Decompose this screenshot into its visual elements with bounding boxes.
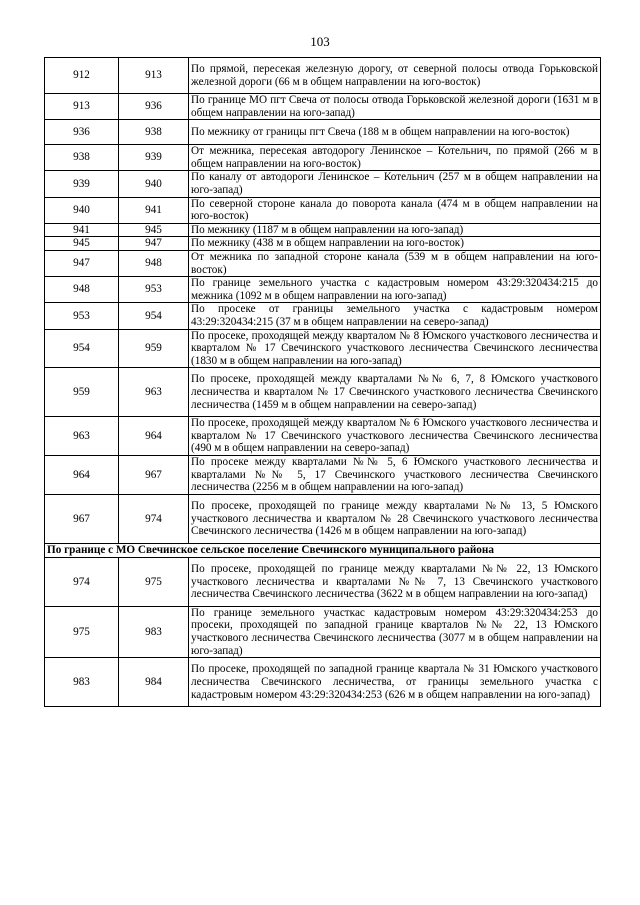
point-to-cell: 941	[119, 197, 189, 223]
description-cell: По просеке, проходящей по западной границе квартала № 31 Юмского участкового лесничества Свечинского лесничества, от границы земельного участка с кадастровым номером 43:29:320434:253 (626 м в общем направлении на юго-запад)	[189, 658, 601, 707]
description-cell: По межнику от границы пгт Свеча (188 м в общем направлении на юго-восток)	[189, 120, 601, 145]
point-to-cell: 984	[119, 658, 189, 707]
point-to-cell: 964	[119, 417, 189, 456]
description-cell: По просеке между кварталами №№ 5, 6 Юмского участкового лесничества и кварталами №№ 5, 17 Свечинского участкового лесничества Свечинского лесничества (2256 м в общем направлении на юго-запад)	[189, 456, 601, 495]
table-row	[45, 606, 601, 657]
point-from-cell: 913	[45, 94, 119, 120]
point-from-cell: 954	[45, 329, 119, 368]
description-cell: От межника, пересекая автодорогу Ленинское – Котельнич, по прямой (266 м в общем направлении на юго-восток)	[189, 145, 601, 171]
boundary-table	[44, 57, 601, 707]
point-from-cell: 963	[45, 417, 119, 456]
table-row	[45, 658, 601, 707]
point-to-cell: 974	[119, 494, 189, 543]
page-number: 103	[310, 34, 330, 49]
description-cell: По просеке, проходящей по границе между кварталами №№ 22, 13 Юмского участкового лесничества и кварталами №№ 7, 13 Свечинского участкового лесничества Свечинского лесничества (3622 м в общем направлении на юго-запад)	[189, 557, 601, 606]
point-to-cell: 940	[119, 171, 189, 197]
point-from-cell: 945	[45, 237, 119, 251]
table-row	[45, 120, 601, 145]
point-from-cell: 940	[45, 197, 119, 223]
description-cell: По просеке, проходящей между кварталами №№ 6, 7, 8 Юмского участкового лесничества и кварталом № 17 Свечинского участкового лесничества Свечинского лесничества (1459 м в общем направлении на северо-запад)	[189, 368, 601, 417]
table-row	[45, 456, 601, 495]
point-to-cell: 953	[119, 277, 189, 303]
point-to-cell: 954	[119, 303, 189, 329]
table-row	[45, 250, 601, 276]
table-row	[45, 58, 601, 94]
point-to-cell: 947	[119, 237, 189, 251]
table-row	[45, 494, 601, 543]
point-from-cell: 983	[45, 658, 119, 707]
table-row	[45, 277, 601, 303]
point-from-cell: 947	[45, 250, 119, 276]
description-cell: По границе земельного участка с кадастровым номером 43:29:320434:215 до межника (1092 м в общем направлении на юго-запад)	[189, 277, 601, 303]
description-cell: По межнику (1187 м в общем направлении на юго-запад)	[189, 223, 601, 237]
table-row	[45, 368, 601, 417]
point-to-cell: 913	[119, 58, 189, 94]
description-cell: По границе земельного участкас кадастровым номером 43:29:320434:253 до просеки, проходящей по западной границе кварталов №№ 22, 13 Юмского участкового лесничества Свечинского лесничества (3077 м в общем направлении на юго-запад)	[189, 606, 601, 657]
point-to-cell: 983	[119, 606, 189, 657]
table-row	[45, 557, 601, 606]
point-from-cell: 964	[45, 456, 119, 495]
point-from-cell: 941	[45, 223, 119, 237]
point-to-cell: 967	[119, 456, 189, 495]
description-cell: По северной стороне канала до поворота канала (474 м в общем направлении на юго-восток)	[189, 197, 601, 223]
point-from-cell: 938	[45, 145, 119, 171]
point-to-cell: 936	[119, 94, 189, 120]
table-row	[45, 94, 601, 120]
point-from-cell: 959	[45, 368, 119, 417]
description-cell: По просеке, проходящей по границе между кварталами №№ 13, 5 Юмского участкового лесничества и кварталом № 28 Свечинского участкового лесничества Свечинского лесничества (1426 м в общем направлении на юго-запад)	[189, 494, 601, 543]
description-cell: По просеке, проходящей между кварталом № 6 Юмского участкового лесничества и кварталом № 17 Свечинского участкового лесничества Свечинского лесничества (490 м в общем направлении на северо-запад)	[189, 417, 601, 456]
description-cell: По прямой, пересекая железную дорогу, от северной полосы отвода Горьковской железной дороги (66 м в общем направлении на юго-восток)	[189, 58, 601, 94]
table-row	[45, 171, 601, 197]
description-cell: От межника по западной стороне канала (539 м в общем направлении на юго-восток)	[189, 250, 601, 276]
table-row	[45, 417, 601, 456]
point-to-cell: 938	[119, 120, 189, 145]
description-cell: По границе МО пгт Свеча от полосы отвода Горьковской железной дороги (1631 м в общем направлении на юго-запад)	[189, 94, 601, 120]
boundary-table-body	[45, 58, 601, 707]
point-from-cell: 953	[45, 303, 119, 329]
table-row	[45, 303, 601, 329]
description-cell: По просеке от границы земельного участка с кадастровым номером 43:29:320434:215 (37 м в общем направлении на северо-запад)	[189, 303, 601, 329]
point-from-cell: 948	[45, 277, 119, 303]
point-to-cell: 945	[119, 223, 189, 237]
point-from-cell: 967	[45, 494, 119, 543]
point-from-cell: 936	[45, 120, 119, 145]
description-cell: По межнику (438 м в общем направлении на юго-восток)	[189, 237, 601, 251]
point-from-cell: 975	[45, 606, 119, 657]
point-from-cell: 974	[45, 557, 119, 606]
point-to-cell: 975	[119, 557, 189, 606]
table-row	[45, 197, 601, 223]
description-cell: По каналу от автодороги Ленинское – Котельнич (257 м в общем направлении на юго-запад)	[189, 171, 601, 197]
point-to-cell: 963	[119, 368, 189, 417]
point-from-cell: 939	[45, 171, 119, 197]
description-cell: По просеке, проходящей между кварталом № 8 Юмского участкового лесничества и кварталом № 17 Свечинского участкового лесничества Свечинского лесничества (1830 м в общем направлении на юго-запад)	[189, 329, 601, 368]
table-row	[45, 223, 601, 237]
point-to-cell: 939	[119, 145, 189, 171]
point-to-cell: 959	[119, 329, 189, 368]
table-row	[45, 237, 601, 251]
section-heading: По границе с МО Свечинское сельское поселение Свечинского муниципального района	[45, 543, 601, 557]
table-row	[45, 145, 601, 171]
section-heading-row	[45, 543, 601, 557]
point-from-cell: 912	[45, 58, 119, 94]
table-row	[45, 329, 601, 368]
point-to-cell: 948	[119, 250, 189, 276]
